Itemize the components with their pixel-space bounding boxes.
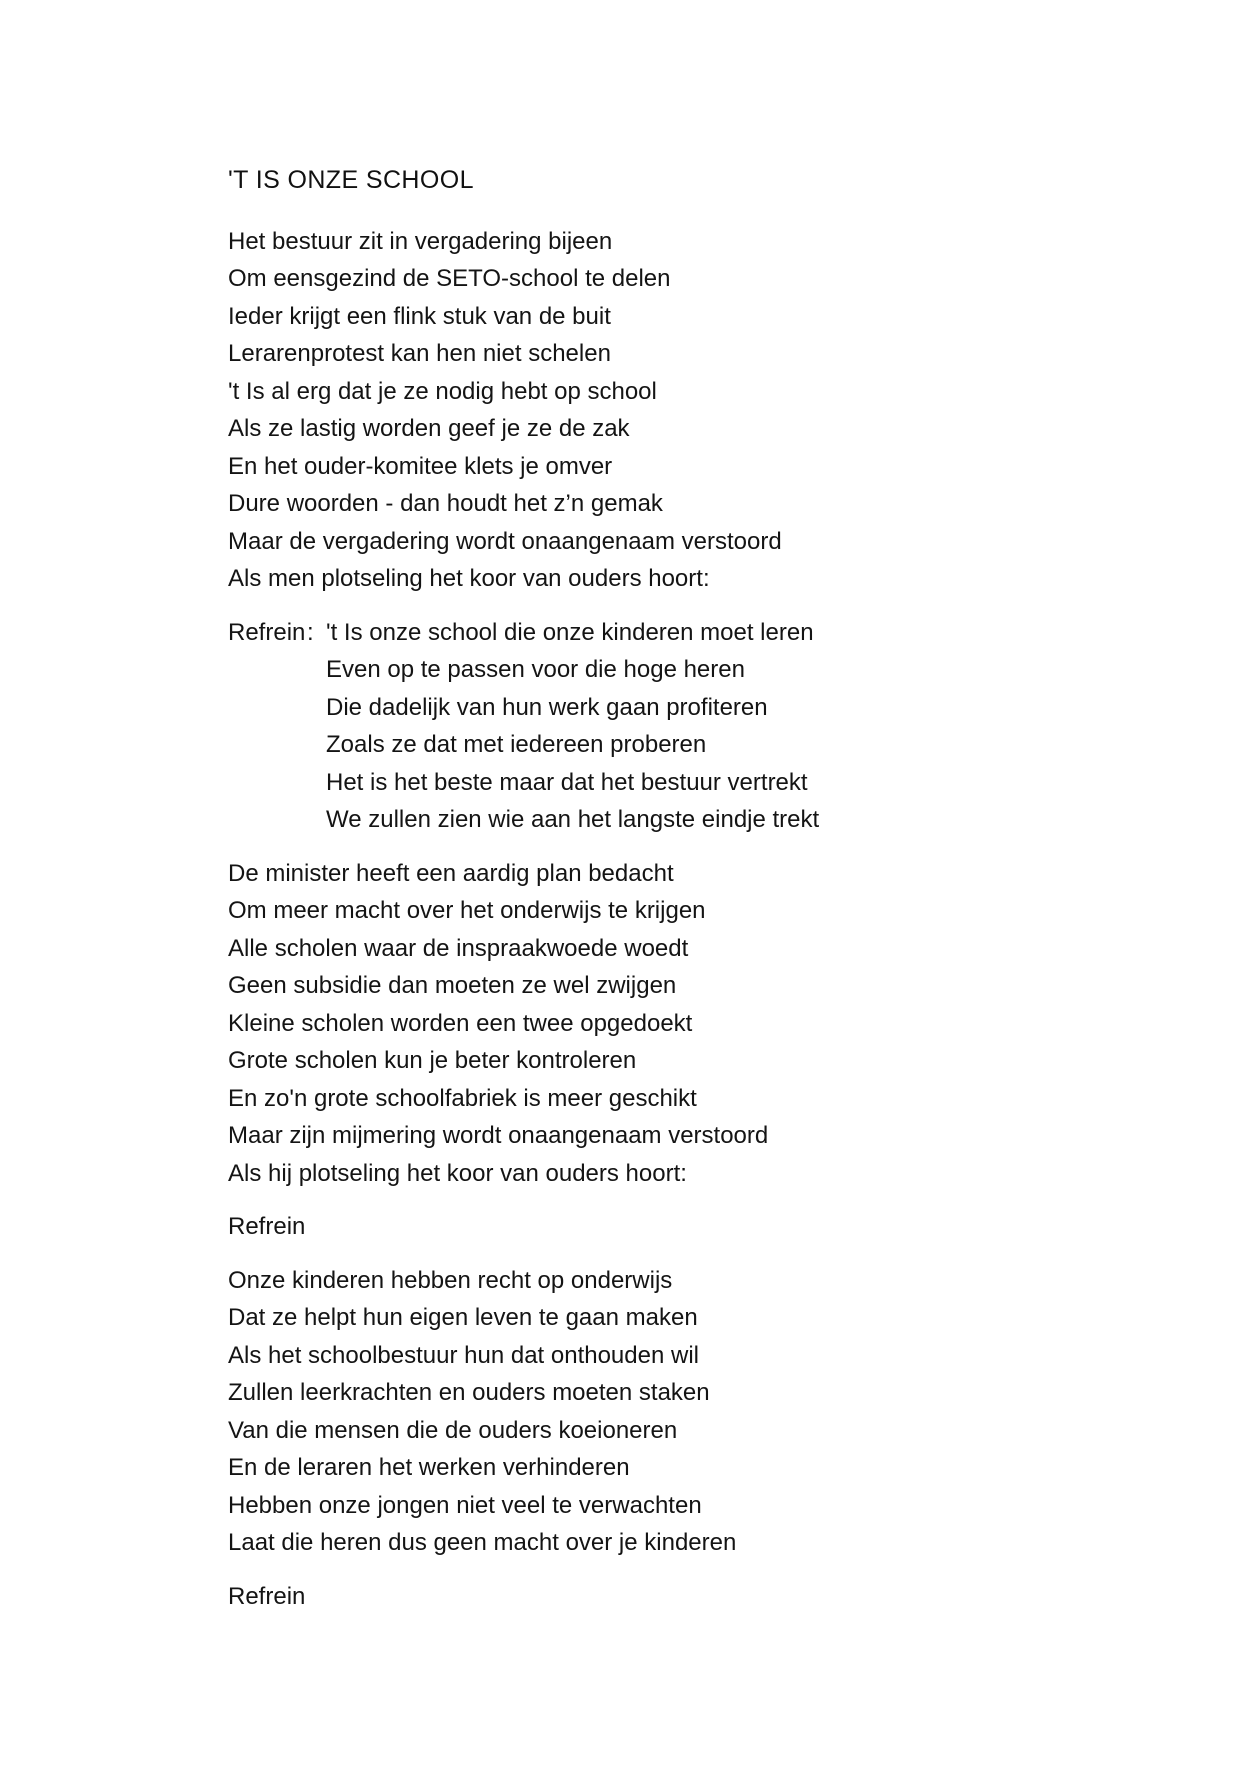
lyric-line: Even op te passen voor die hoge heren — [326, 656, 745, 683]
lyric-line: 't Is onze school die onze kinderen moet leren — [326, 618, 814, 646]
song-title: 'T IS ONZE SCHOOL — [228, 166, 474, 194]
refrain-marker: Refrein — [228, 1213, 306, 1240]
refrain-marker: Refrein — [228, 1582, 306, 1610]
verse-2 — [228, 855, 1152, 1193]
lyric-line: Zoals ze dat met iedereen proberen — [326, 731, 707, 758]
lyric-line: Zullen leerkrachten en ouders moeten staken — [228, 1379, 710, 1406]
lyric-line: Onze kinderen hebben recht op onderwijs — [228, 1266, 673, 1294]
lyric-line: Om eensgezind de SETO-school te delen — [228, 265, 671, 292]
lyric-line: Maar de vergadering wordt onaangenaam verstoord — [228, 527, 782, 555]
lyric-line: Die dadelijk van hun werk gaan profiteren — [326, 693, 768, 721]
lyric-line: Geen subsidie dan moeten ze wel zwijgen — [228, 972, 677, 999]
refrain-first-line — [228, 614, 1152, 652]
lyric-line: Laat die heren dus geen macht over je kinderen — [228, 1529, 737, 1556]
lyric-line: Als het schoolbestuur hun dat onthouden wil — [228, 1341, 699, 1369]
verse-3 — [228, 1262, 1152, 1562]
lyric-line: En het ouder-komitee klets je omver — [228, 452, 613, 480]
lyric-line: Als men plotseling het koor van ouders hoort: — [228, 565, 710, 592]
lyric-line: 't Is al erg dat je ze nodig hebt op school — [228, 377, 657, 405]
refrain-block — [228, 614, 1152, 839]
lyric-line: Maar zijn mijmering wordt onaangenaam verstoord — [228, 1122, 769, 1149]
lyric-line: Ieder krijgt een flink stuk van de buit — [228, 302, 611, 330]
lyric-line: Alle scholen waar de inspraakwoede woedt — [228, 934, 689, 962]
lyric-line: Als ze lastig worden geef je ze de zak — [228, 415, 630, 442]
lyric-line: Lerarenprotest kan hen niet schelen — [228, 340, 611, 367]
lyric-line: En zo'n grote schoolfabriek is meer geschikt — [228, 1084, 697, 1112]
refrain-label: Refrein — [228, 618, 306, 646]
lyric-line: Dat ze helpt hun eigen leven te gaan maken — [228, 1304, 698, 1331]
lyric-line: Dure woorden - dan houdt het z’n gemak — [228, 490, 663, 517]
lyric-line: Van die mensen die de ouders koeioneren — [228, 1416, 678, 1444]
lyric-line: Als hij plotseling het koor van ouders hoort: — [228, 1159, 687, 1187]
lyric-line: Het is het beste maar dat het bestuur vertrekt — [326, 768, 808, 796]
lyric-line: We zullen zien wie aan het langste eindje trekt — [326, 806, 820, 833]
lyric-line: Grote scholen kun je beter kontroleren — [228, 1047, 637, 1074]
lyric-line: Om meer macht over het onderwijs te krijgen — [228, 897, 706, 924]
verse-1 — [228, 223, 1152, 598]
lyric-line: Kleine scholen worden een twee opgedoekt — [228, 1009, 693, 1037]
lyric-line: De minister heeft een aardig plan bedacht — [228, 859, 674, 887]
lyric-line: Het bestuur zit in vergadering bijeen — [228, 227, 613, 255]
lyric-line: Hebben onze jongen niet veel te verwachten — [228, 1491, 702, 1519]
refrain-colon: : — [307, 618, 314, 646]
lyric-line: En de leraren het werken verhinderen — [228, 1454, 630, 1481]
